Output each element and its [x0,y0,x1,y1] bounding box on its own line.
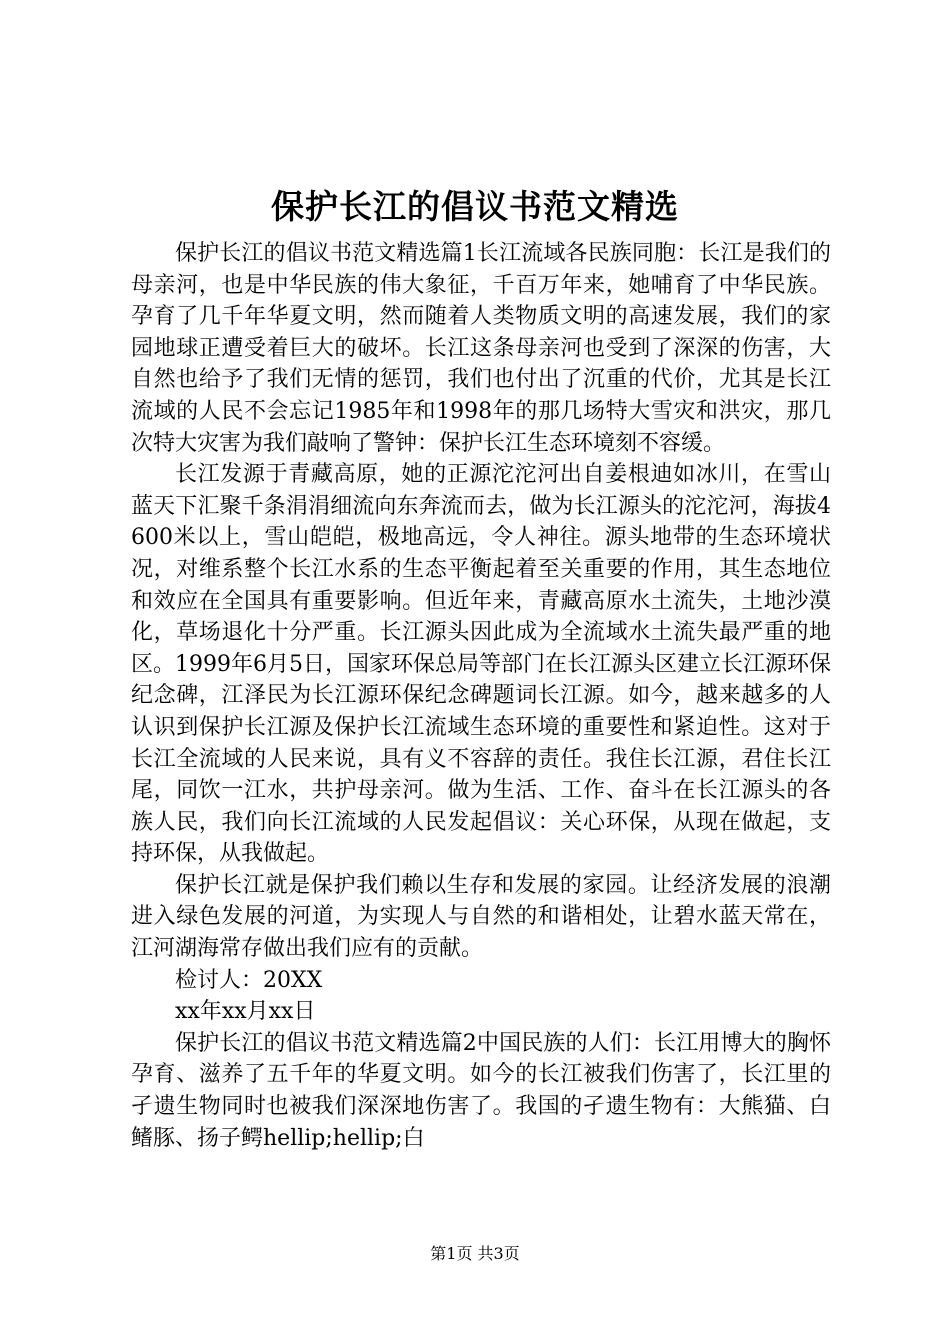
document-body [131,238,831,1154]
paragraph-conclusion: 保护长江就是保护我们赖以生存和发展的家园。让经济发展的浪潮进入绿色发展的河道，为实现人与自然的和谐相处，让碧水蓝天常在，江河湖海常存做出我们应有的贡献。 [131,872,831,962]
signature-line: 检讨人：20XX [175,967,323,993]
page-footer: 第1页 共3页 [430,1244,520,1263]
paragraph-sample-2: 保护长江的倡议书范文精选篇2中国民族的人们：长江用博大的胸怀孕育、滋养了五千年的华夏文明。如今的长江被我们伤害了，长江里的孑遗生物同时也被我们深深地伤害了。我国的孑遗生物有：大熊猫、白鳍豚、扬子鳄hellip;hellip;白 [131,1030,831,1151]
document-title: 保护长江的倡议书范文精选 [271,187,679,226]
date-line: xx年xx月xx日 [175,999,316,1025]
paragraph-intro: 保护长江的倡议书范文精选篇1长江流域各民族同胞：长江是我们的母亲河，也是中华民族的伟大象征，千百万年来，她哺育了中华民族。孕育了几千年华夏文明，然而随着人类物质文明的高速发展，我们的家园地球正遭受着巨大的破坏。长江这条母亲河也受到了深深的伤害，大自然也给予了我们无情的惩罚，我们也付出了沉重的代价，尤其是长江流域的人民不会忘记1985年和1998年的那几场特大雪灾和洪灾，那几次特大灾害为我们敲响了警钟：保护长江生态环境刻不容缓。 [131,241,831,456]
paragraph-source: 长江发源于青藏高原，她的正源沱沱河出自姜根迪如冰川，在雪山蓝天下汇聚千条涓涓细流向东奔流而去，做为长江源头的沱沱河，海拔4600米以上，雪山皑皑，极地高远，令人神往。源头地带的生态环境状况，对维系整个长江水系的生态平衡起着至关重要的作用，其生态地位和效应在全国具有重要影响。但近年来，青藏高原水土流失，土地沙漠化，草场退化十分严重。长江源头因此成为全流域水土流失最严重的地区。1999年6月5日，国家环保总局等部门在长江源头区建立长江源环保纪念碑，江泽民为长江源环保纪念碑题词长江源。如今，越来越多的人认识到保护长江源及保护长江流域生态环境的重要性和紧迫性。这对于长江全流域的人民来说，具有义不容辞的责任。我住长江源，君住长江尾，同饮一江水，共护母亲河。做为生活、工作、奋斗在长江源头的各族人民，我们向长江流域的人民发起倡议：关心环保，从现在做起，支持环保，从我做起。 [131,462,831,867]
